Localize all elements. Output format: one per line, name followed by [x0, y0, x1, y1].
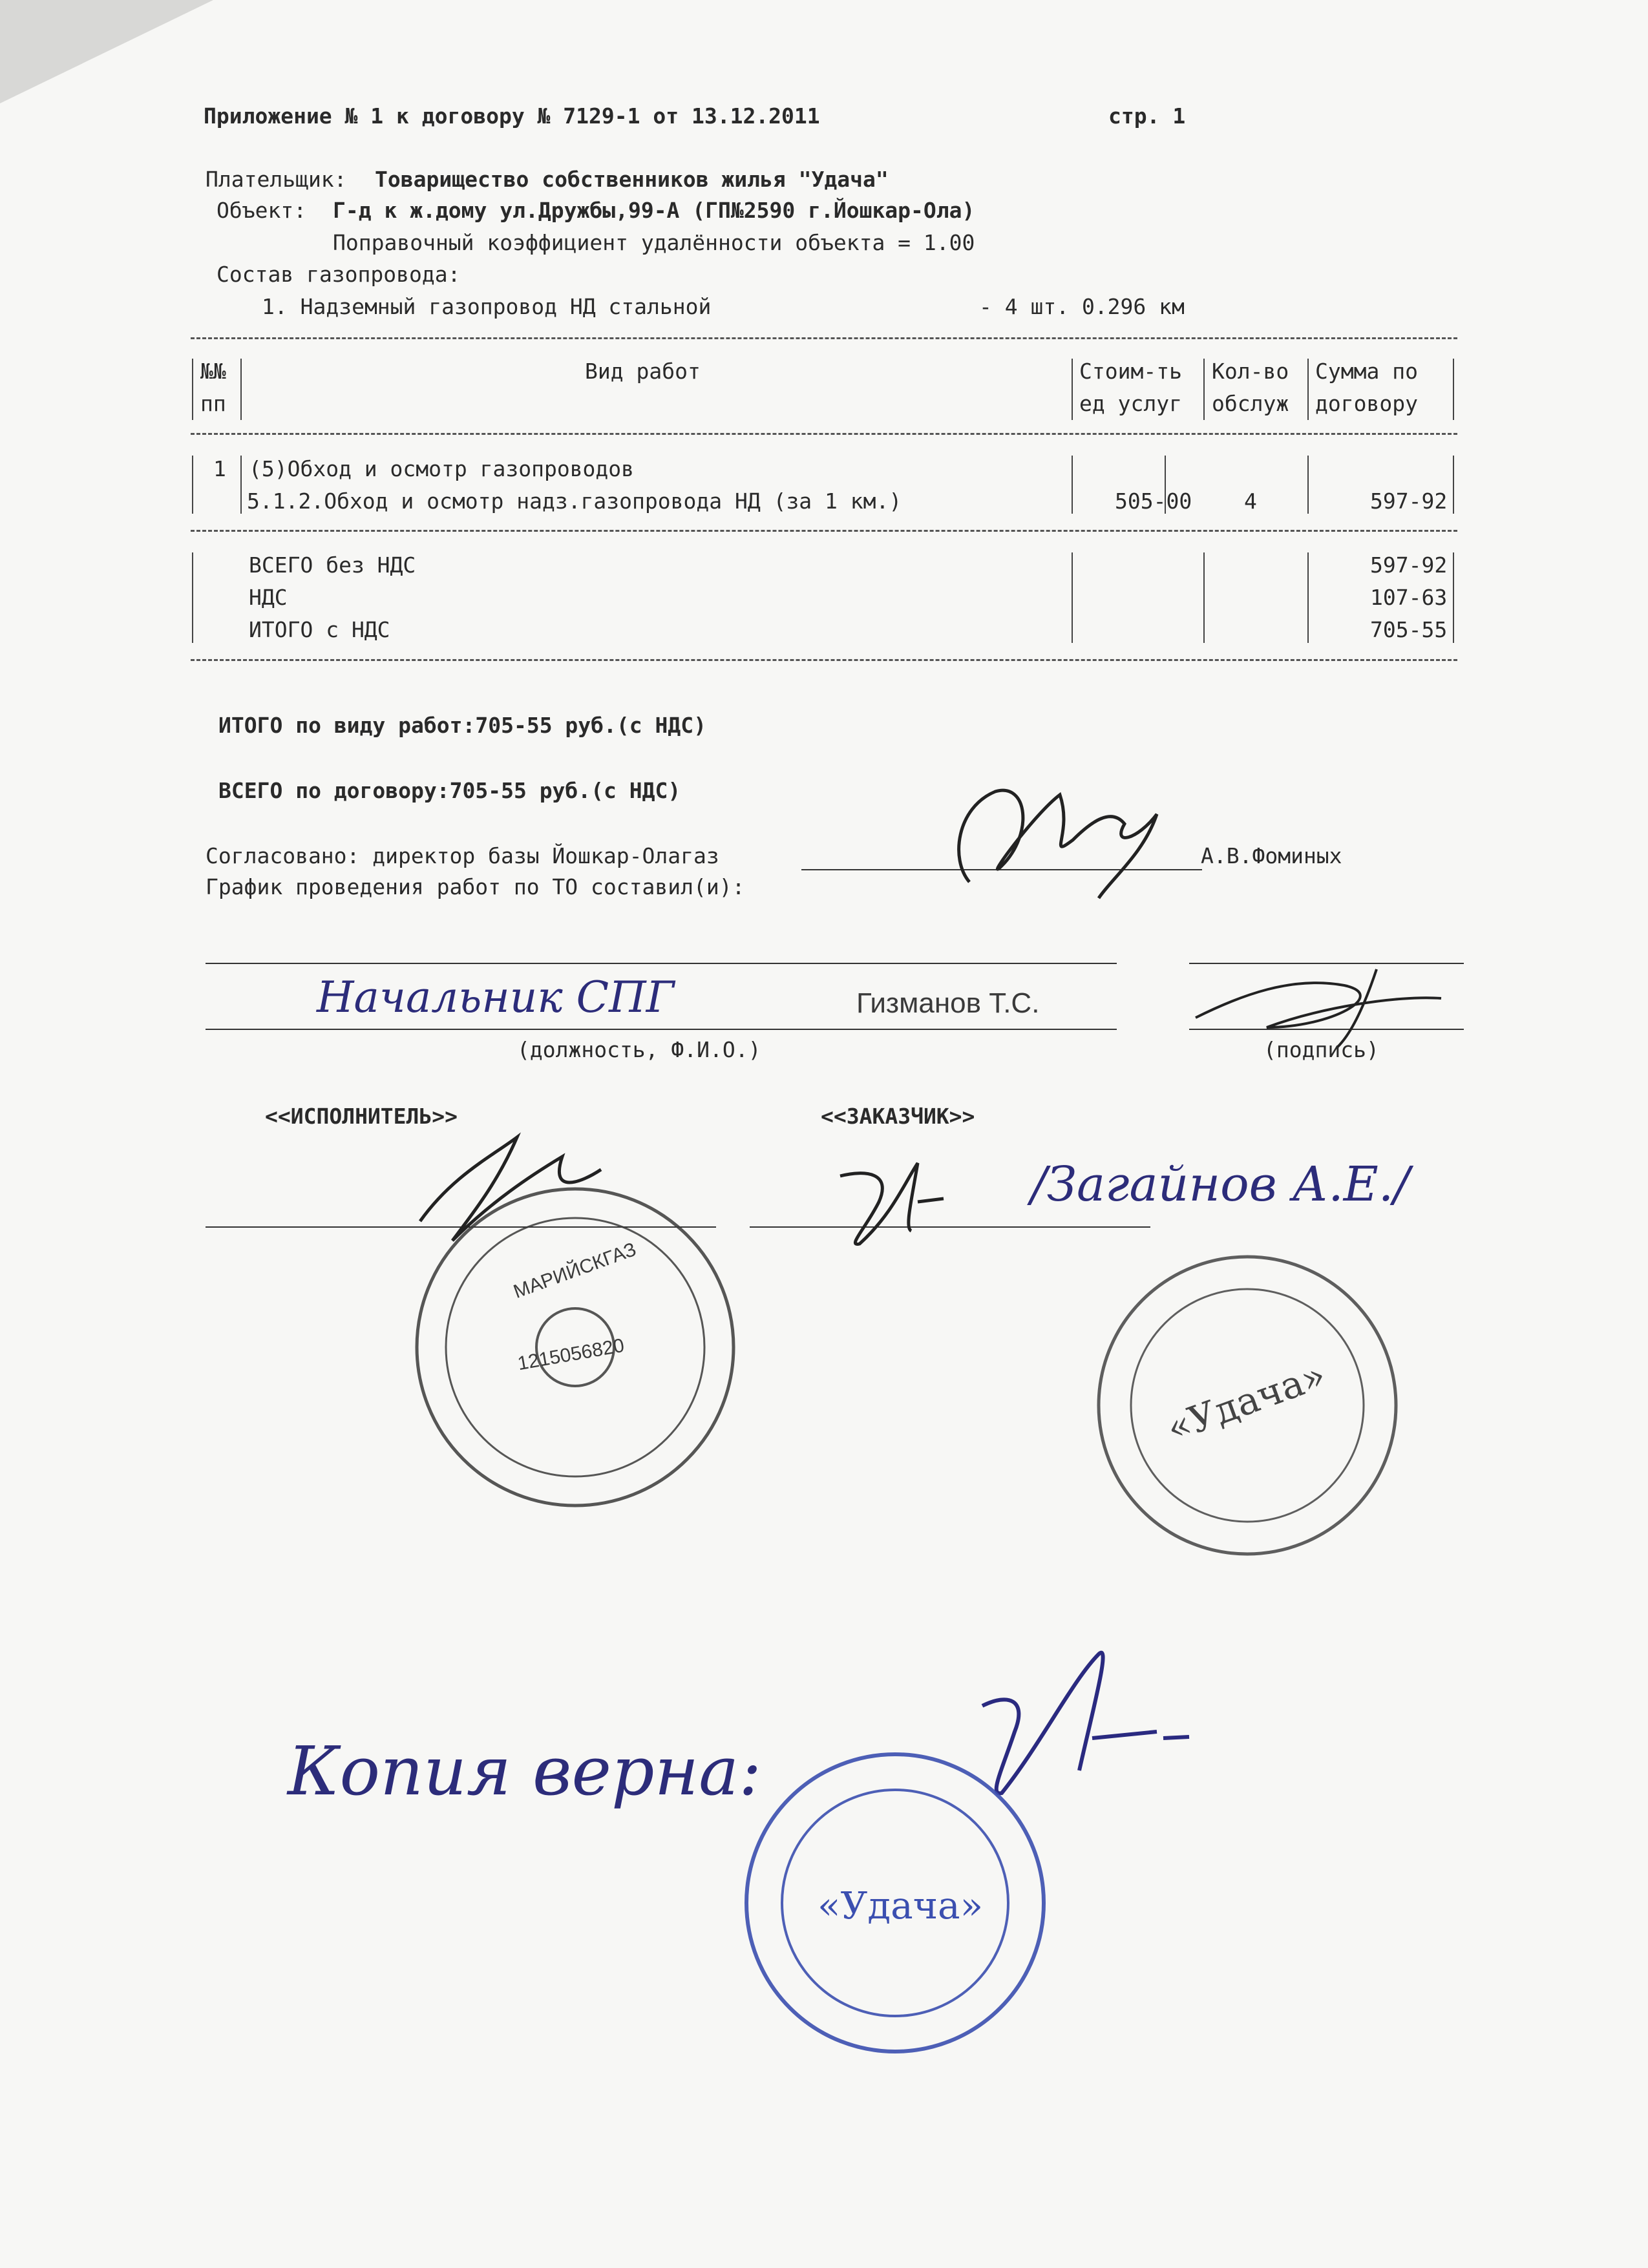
header-sum-1: Сумма по	[1315, 359, 1418, 384]
row-cost: 505-00	[1115, 488, 1192, 514]
customer-signature	[840, 1163, 944, 1244]
summary-by-contract: ВСЕГО по договору:705-55 руб.(с НДС)	[218, 778, 681, 803]
director-signature	[959, 790, 1157, 898]
header-num-1: №№	[200, 359, 226, 384]
row-work: 5.1.2.Обход и осмотр надз.газопровода НД (за 1 км.)	[247, 488, 902, 514]
object-label: Объект:	[217, 198, 307, 223]
customer-stamp-right-center: «Удача»	[1161, 1352, 1332, 1451]
row-number: 1	[213, 456, 226, 481]
totals-label: ИТОГО с НДС	[249, 617, 390, 642]
compiler-signature	[1196, 969, 1441, 1047]
compiler-position-handwritten: Начальник СПГ	[317, 972, 675, 1022]
distance-coefficient: Поправочный коэффициент удалённости объекта = 1.00	[333, 230, 975, 255]
signature-caption: (подпись)	[1263, 1037, 1379, 1062]
contractor-stamp-name: МАРИЙСКГАЗ	[511, 1238, 639, 1303]
customer-stamp-bottom-center: «Удача»	[818, 1884, 984, 1927]
header-cost-2: ед услуг	[1079, 391, 1182, 416]
header-sum-2: договору	[1315, 391, 1418, 416]
header-cost-1: Стоим-ть	[1079, 359, 1182, 384]
approved-by-label: Согласовано: директор базы Йошкар-Олагаз	[206, 843, 719, 868]
header-num-2: пп	[200, 391, 226, 416]
position-caption: (должность, Ф.И.О.)	[517, 1037, 761, 1062]
compiler-name-stamp: Гизманов Т.С.	[856, 987, 1040, 1019]
document-title: Приложение № 1 к договору № 7129-1 от 13.12.2011	[204, 103, 820, 129]
row-qty: 4	[1244, 488, 1257, 514]
totals-label: НДС	[249, 585, 288, 610]
row-work: (5)Обход и осмотр газопроводов	[249, 456, 635, 481]
approved-by-name: А.В.Фоминых	[1201, 843, 1342, 868]
payer-value: Товарищество собственников жилья "Удача"	[375, 167, 889, 192]
object-value: Г-д к ж.дому ул.Дружбы,99-А (ГП№2590 г.Йошкар-Ола)	[333, 198, 975, 223]
header-work-type: Вид работ	[585, 359, 701, 384]
contractor-label: <<ИСПОЛНИТЕЛЬ>>	[265, 1104, 458, 1129]
composition-item: 1. Надземный газопровод НД стальной	[262, 294, 712, 319]
copy-signature	[982, 1653, 1189, 1794]
totals-label: ВСЕГО без НДС	[249, 552, 416, 578]
summary-by-work-type: ИТОГО по виду работ:705-55 руб.(с НДС)	[218, 713, 706, 738]
totals-sum: 597-92	[1370, 552, 1448, 578]
customer-handwritten-name: /Загайнов А.Е./	[1031, 1157, 1410, 1212]
composition-quantity: - 4 шт. 0.296 км	[979, 294, 1185, 319]
payer-label: Плательщик:	[206, 167, 347, 192]
composition-label: Состав газопровода:	[217, 262, 461, 287]
customer-label: <<ЗАКАЗЧИК>>	[821, 1104, 975, 1129]
copy-certified-note: Копия верна:	[288, 1732, 762, 1811]
header-qty-2: обслуж	[1212, 391, 1289, 416]
header-qty-1: Кол-во	[1212, 359, 1289, 384]
row-sum: 597-92	[1370, 488, 1448, 514]
totals-sum: 705-55	[1370, 617, 1448, 642]
contractor-stamp-inn: 1215056820	[516, 1334, 626, 1375]
totals-sum: 107-63	[1370, 585, 1448, 610]
page-number: стр. 1	[1108, 103, 1186, 129]
schedule-label: График проведения работ по ТО составил(и):	[206, 874, 745, 899]
